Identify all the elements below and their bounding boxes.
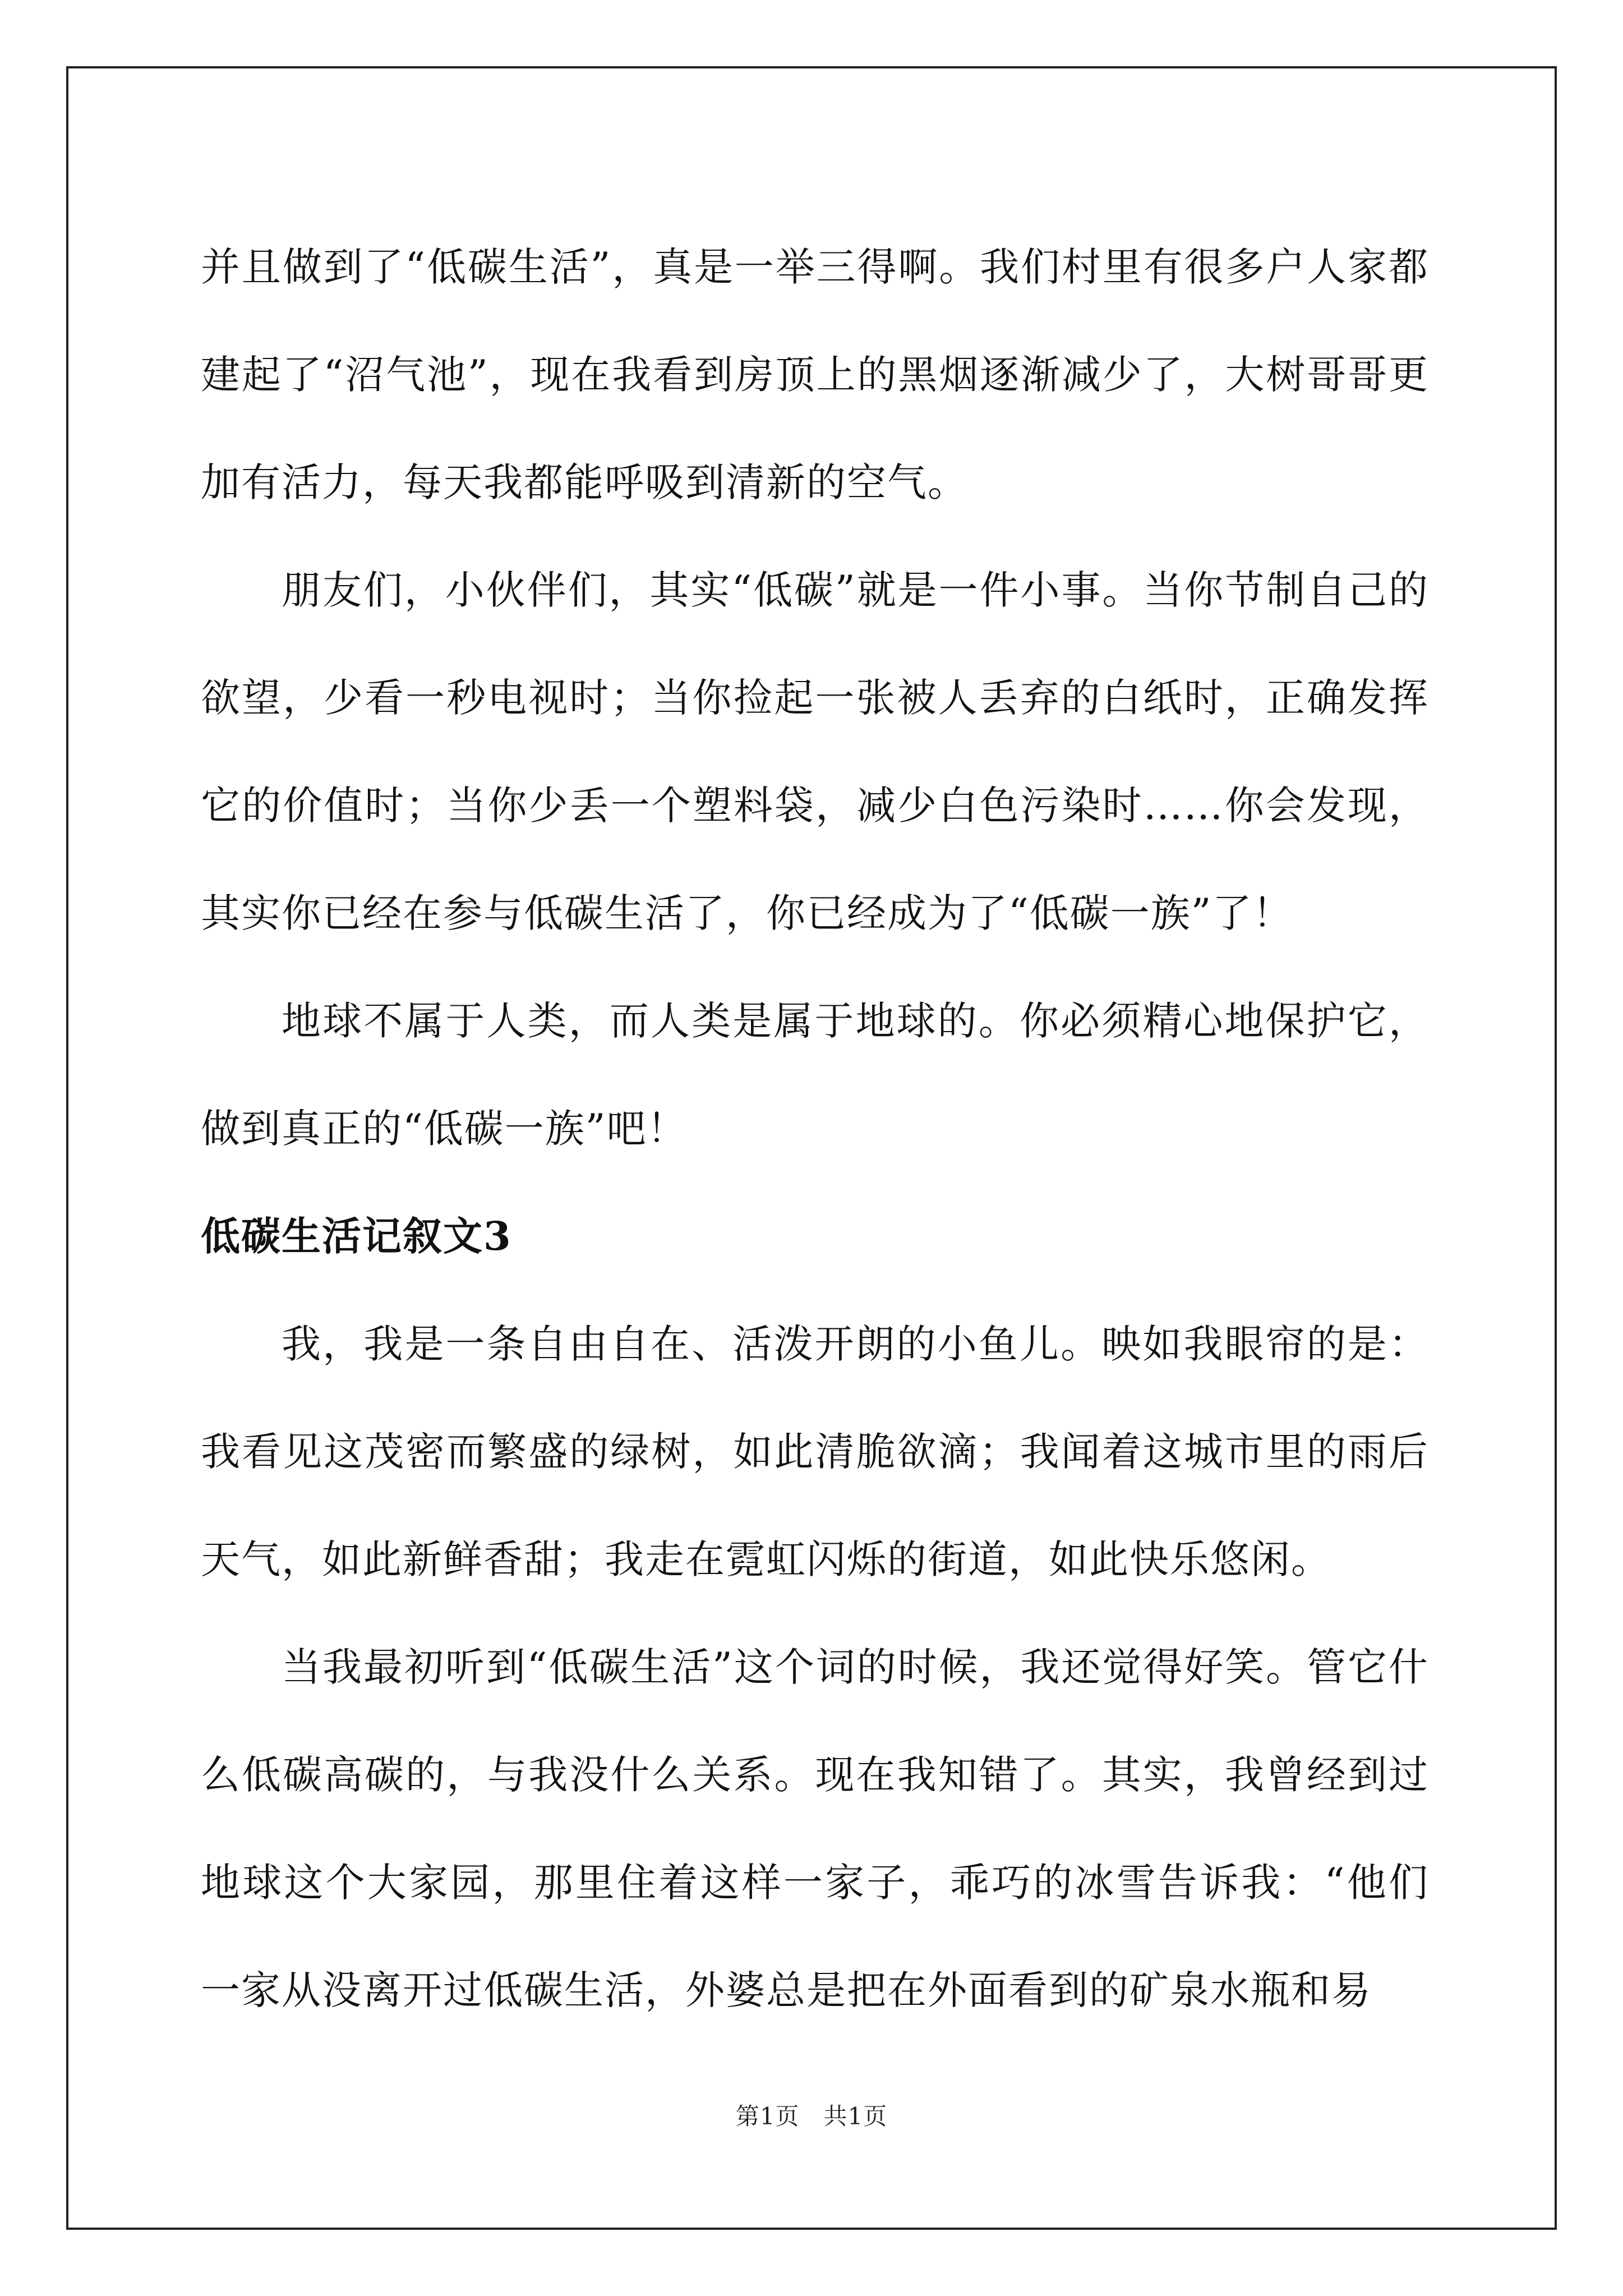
paragraph-4: 我，我是一条自由自在、活泼开朗的小鱼儿。映如我眼帘的是：我看见这茂密而繁盛的绿树，如此清脆欲滴；我闻着这城市里的雨后天气，如此新鲜香甜；我走在霓虹闪烁的街道，如此快乐悠闲。 (201, 1321, 1429, 1582)
section-heading: 低碳生活记叙文3 (201, 1213, 512, 1259)
paragraph-2: 朋友们，小伙伴们，其实“低碳”就是一件小事。当你节制自己的欲望，少看一秒电视时；当你捡起一张被人丢弃的白纸时，正确发挥它的价值时；当你少丢一个塑料袋，减少白色污染时……你会发现，其实你已经在参与低碳生活了，你已经成为了“低碳一族”了！ (201, 567, 1429, 936)
page-number: 第1页 (735, 2102, 800, 2130)
page-footer (0, 2098, 1623, 2132)
paragraph-3: 地球不属于人类，而人类是属于地球的。你必须精心地保护它，做到真正的“低碳一族”吧！ (201, 998, 1429, 1152)
paragraph-1: 并且做到了“低碳生活”，真是一举三得啊。我们村里有很多户人家都建起了“沼气池”，现在我看到房顶上的黑烟逐渐减少了，大树哥哥更加有活力，每天我都能呼吸到清新的空气。 (201, 244, 1429, 505)
document-body (201, 213, 1429, 2044)
page-total: 共1页 (823, 2102, 888, 2130)
paragraph-5: 当我最初听到“低碳生活”这个词的时候，我还觉得好笑。管它什么低碳高碳的，与我没什么关系。现在我知错了。其实，我曾经到过地球这个大家园，那里住着这样一家子，乖巧的冰雪告诉我：“他们一家从没离开过低碳生活，外婆总是把在外面看到的矿泉水瓶和易 (201, 1644, 1429, 2013)
